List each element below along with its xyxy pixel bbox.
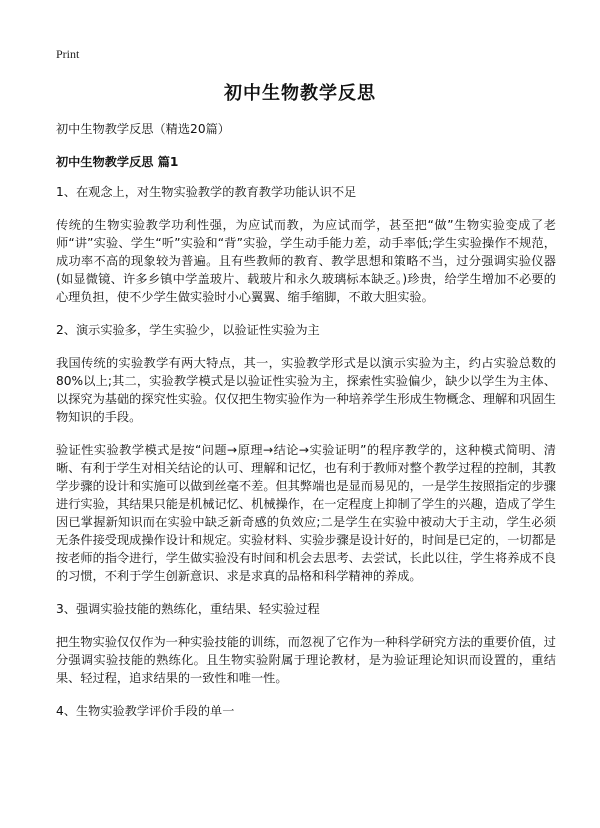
article-subtitle: 初中生物教学反思（精选20篇） [56,122,230,136]
print-link[interactable]: Print [56,47,80,61]
point-heading-4: 4、生物实验教学评价手段的单一 [56,704,235,718]
page-title: 初中生物教学反思 [224,83,376,104]
paragraph-4: 把生物实验仅仅作为一种实验技能的训练，而忽视了它作为一种科学研究方法的重要价值，过分强调实验技能的熟练化。且生物实验附属于理论教材，是为验证理论知识而设置的，重结果、轻过程，追求结果的一致性和唯一性。 [56,635,556,685]
point-heading-3: 3、强调实验技能的熟练化，重结果、轻实验过程 [56,602,320,616]
paragraph-2: 我国传统的实验教学有两大特点，其一，实验教学形式是以演示实验为主，约占实验总数的80%以上;其二，实验教学模式是以验证性实验为主，探索性实验偏少，缺少以学生为主体、以探究为基础的探究性实验。仅仅把生物实验作为一种培养学生形成生物概念、理解和巩固生物知识的手段。 [56,356,556,424]
point-heading-1: 1、在观念上，对生物实验教学的教育教学功能认识不足 [56,185,357,199]
paragraph-1: 传统的生物实验教学功利性强，为应试而教，为应试而学，甚至把“做”生物实验变成了老师“讲”实验、学生“听”实验和“背”实验，学生动手能力差，动手率低;学生实验操作不规范，成功率不高的现象较为普遍。且有些教师的教育、教学思想和策略不当，过分强调实验仪器(如显微镜、许多乡镇中学盖玻片、载玻片和永久玻璃标本缺乏。)珍贵，给学生增加不必要的心理负担，使不少学生做实验时小心翼翼、缩手缩脚，不敢大胆实验。 [56,218,556,304]
paragraph-3: 验证性实验教学模式是按“问题→原理→结论→实验证明”的程序教学的，这种模式简明、清晰、有利于学生对相关结论的认可、理解和记忆，也有利于教师对整个教学过程的控制，其教学步骤的设计和实施可以做到丝毫不差。但其弊端也是显而易见的，一是学生按照指定的步骤进行实验，其结果只能是机械记忆、机械操作，在一定程度上抑制了学生的兴趣，造成了学生因已掌握新知识而在实验中缺乏新奇感的负效应;二是学生在实验中被动大于主动，学生必须无条件接受现成操作设计和规定。实验材料、实验步骤是设计好的，时间是已定的，一切都是按老师的指令进行，学生做实验没有时间和机会去思考、去尝试，长此以往，学生将养成不良的习惯，不利于学生创新意识、求是求真的品格和科学精神的养成。 [56,443,556,583]
point-heading-2: 2、演示实验多，学生实验少，以验证性实验为主 [56,323,320,337]
article-body [56,120,556,735]
section-heading: 初中生物教学反思 篇1 [56,155,179,169]
